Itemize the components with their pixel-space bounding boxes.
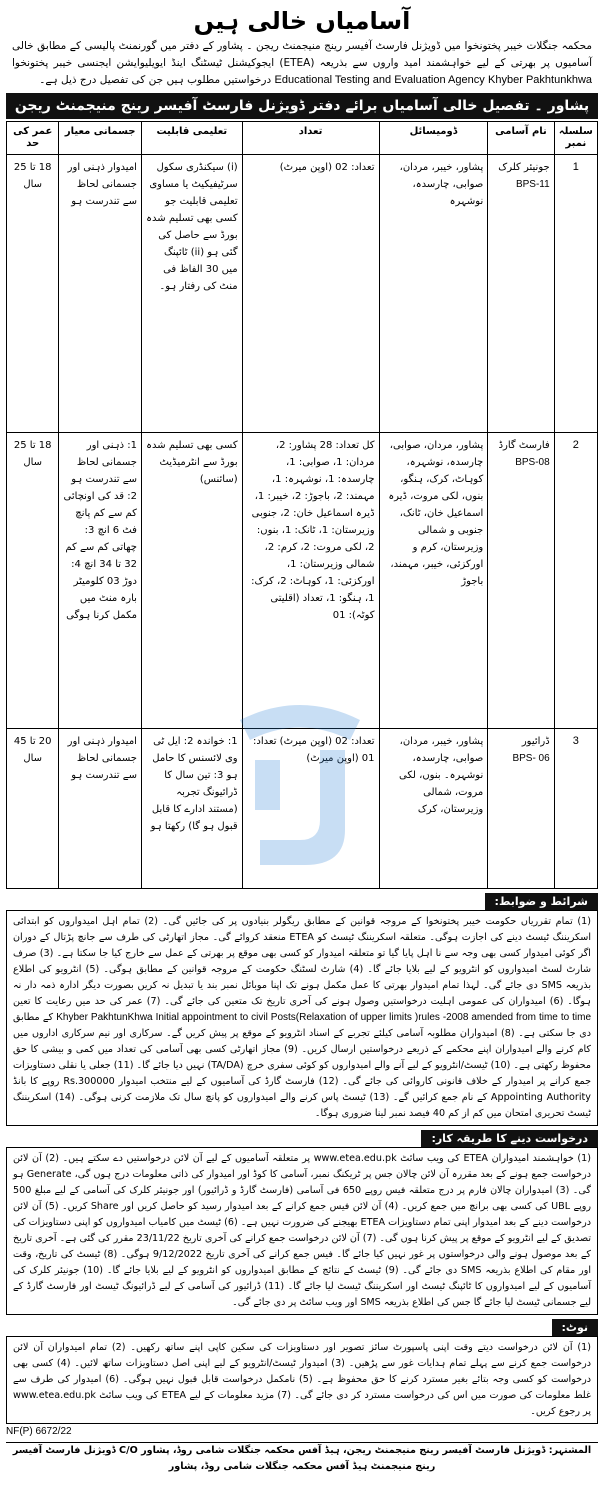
section-banner: پشاور ۔ تفصیل خالی آسامیاں برائے دفتر ڈویژنل فارسٹ آفیسر رینج منیجمنٹ ریجن (6, 93, 598, 119)
post-name: جونیئر کلرک (498, 162, 550, 173)
row-num: 1 (554, 155, 597, 433)
page-title: آسامیاں خالی ہیں (193, 7, 411, 35)
intro-paragraph (6, 38, 598, 89)
post-bps: BPS- 06 (512, 753, 550, 764)
row-count: کل تعداد: 28 پشاور: 2، مردان: 1، صوابی: 1، چارسدہ: 1، نوشہرہ: 1، مہمند: 2، باجوڑ: 2، خیبر: 1، ڈیرہ اسماعیل خان: 2، جنوبی وزیرستان: 1، ٹانک: 1، بنوں: 2، لکی مروت: 2، کرم: 2، شمالی وزیرستان: 1، اورکزئی: 1، کوہاٹ: 2، کرک: 1، ہنگو: 1، تعداد (اقلیتی کوٹہ): 01 (242, 433, 379, 729)
row-post (488, 729, 554, 889)
header-post: نام آسامی (488, 122, 554, 155)
row-physical: 1: ذہنی اور جسمانی لحاظ سے تندرست ہو 2: قد کی اونچائی کم سے کم پانچ فٹ 6 انچ 3: چھاتی کم سے کم 32 تا 34 انچ 4: دوڑ 03 کلومیٹر بارہ منٹ میں مکمل کرنا ہوگی (59, 433, 142, 729)
table-header-row (7, 122, 598, 155)
table-row (7, 155, 598, 433)
row-qualification: کسی بھی تسلیم شدہ بورڈ سے انٹرمیڈیٹ (سائنس) (141, 433, 242, 729)
header-qualification: تعلیمی قابلیت (141, 122, 242, 155)
row-qualification: (i) سیکنڈری سکول سرٹیفیکیٹ یا مساوی تعلیمی قابلیت جو کسی بھی تسلیم شدہ بورڈ سے حاصل کی گئی ہو (ii) ٹائپنگ میں 30 الفاظ فی منٹ کی رفتار ہو۔ (141, 155, 242, 433)
header-physical: جسمانی معیار (59, 122, 142, 155)
notes-body (6, 1336, 598, 1424)
row-domicile: پشاور، مردان، صوابی، چارسدہ، نوشہرہ، کوہاٹ، کرک، ہنگو، بنوں، لکی مروت، ڈیرہ اسماعیل خان، ٹانک، جنوبی و شمالی وزیرستان، کرم و اورکزئی، خیبر، مہمند، باجوڑ (379, 433, 488, 729)
row-age: 20 تا 45 سال (7, 729, 59, 889)
table-row (7, 729, 598, 889)
row-physical: امیدوار ذہنی اور جسمانی لحاظ سے تندرست ہو (59, 729, 142, 889)
row-num: 2 (554, 433, 597, 729)
post-bps: BPS-11 (515, 179, 550, 190)
header-domicile: ڈومیسائل (379, 122, 488, 155)
conditions-rules-name: Khyber PakhtunKhwa Initial appointment to civil Posts(Relaxation of upper limits )rules -2008 amended from time to time (56, 1012, 592, 1023)
row-count: تعداد: 02 (اوپن میرٹ) تعداد: 01 (اوپن میرٹ) (242, 729, 379, 889)
advertiser-line: المشتہر: ڈویژنل فارسٹ آفیسر رینج منیجمنٹ ریجن، ہیڈ آفس محکمہ جنگلات شامی روڈ، پشاور C/O ڈویژنل فارسٹ آفیسر رینج منیجمنٹ ہیڈ آفس محکمہ جنگلات شامی روڈ، پشاور (6, 1442, 598, 1475)
intro-text-2: درخواستیں مطلوب ہیں جن کی تفصیل درج ذیل ہے۔ (39, 74, 272, 86)
row-age: 18 تا 25 سال (7, 433, 59, 729)
procedure-text: (1) خواہشمند امیدواران ETEA کی ویب سائٹ www.etea.edu.pk پر متعلقہ آسامیوں کے لیے آن لائن درخواستیں دے سکتے ہیں۔ (2) آن لائن درخواست جمع ہونے کے بعد مقررہ آن لائن چالان جس پر ٹریکنگ نمبر، آسامی کا کوڈ اور امیدوار کی ذاتی معلومات درج ہوں گی، Generate ہو گی۔ (3) امیدواران چالان فارم پر درج متعلقہ فیس روپے 650 فی آسامی (فارسٹ گارڈ و ڈرائیور) اور جونیئر کلرک کی آسامی کے لیے مبلغ 500 روپے UBL کی کسی بھی برانچ میں جمع کریں۔ (4) آن لائن فیس جمع کرانے کے بعد امیدوار رسید کو حاصل کریں اور Share کریں۔ (5) آن لائن درخواست دینے کے بعد امیدوار اپنی تمام دستاویزات ETEA بھیجنے کی ضرورت نہیں ہے۔ (6) ٹیسٹ میں کامیاب امیدواروں کو اپنی دستاویزات کی تصدیق کے لیے انٹرویو کے موقع پر پیش کرنا ہوں گی۔ (7) آن لائن درخواست جمع کرانے کی آخری تاریخ 23/11/22 مقرر کی گئی ہے۔ آخری تاریخ کے بعد موصول ہونے والی درخواستوں پر غور نہیں کیا جائے گا۔ فیس جمع کرانے کی آخری تاریخ 9/12/2022 ہوگی۔ (8) ٹیسٹ کی تاریخ، وقت اور مقام کی اطلاع بذریعہ SMS دی جائے گی۔ (9) ٹیسٹ کے نتائج کے مطابق امیدواروں کو انٹرویو کے لیے بلایا جائے گا۔ (10) جونیئر کلرک کی آسامیوں کے لیے امیدواروں کا ٹائپنگ ٹیسٹ اور اسکریننگ ٹیسٹ لیا جائے گا۔ (11) ڈرائیور کی آسامی کے لیے ڈرائیونگ ٹیسٹ اور فارسٹ گارڈ کے لیے جسمانی ٹیسٹ لیا جائے گا جس کی اطلاع بذریعہ SMS اور ویب سائٹ پر دی جائے گی۔ (13, 1153, 592, 1308)
notes-heading: نوٹ: (552, 1319, 598, 1336)
header-age: عمر کی حد (7, 122, 59, 155)
row-post (488, 433, 554, 729)
header-count: تعداد (242, 122, 379, 155)
procedure-body (6, 1147, 598, 1315)
row-physical: امیدوار ذہنی اور جسمانی لحاظ سے تندرست ہو (59, 155, 142, 433)
row-age: 18 تا 25 سال (7, 155, 59, 433)
posts-table (6, 121, 598, 889)
row-count: تعداد: 02 (اوپن میرٹ) (242, 155, 379, 433)
procedure-heading: درخواست دینے کا طریقہ کار: (421, 1130, 598, 1147)
post-bps: BPS-08 (515, 457, 550, 468)
row-domicile: پشاور، خیبر، مردان، صوابی، چارسدہ، نوشہرہ (379, 155, 488, 433)
intro-kp-name: Khyber Pakhtunkhwa (488, 74, 592, 86)
header-num: سلسلہ نمبر (554, 122, 597, 155)
intro-text-1: محکمہ جنگلات خیبر پختونخوا میں ڈویژنل فارسٹ آفیسر رینج منیجمنٹ ریجن ۔ پشاور کے دفتر میں گورنمنٹ پالیسی کے مطابق خالی آسامیوں پر بھرتی کے لیے خواہشمند امید واروں سے بذریعہ (ETEA) ایجوکیشنل ٹیسٹنگ اینڈ ایویلیوایشن ایجنسی خیبر پختونخوا (12, 40, 592, 69)
conditions-text-2: کے مطابق دی جا سکتی ہے۔ (8) امیدواران مطلوبہ آسامی کیلئے تجربے کے اسناد انٹرویو کے موقع پر پیش کریں گے۔ سرکاری اور نیم سرکاری اداروں میں کام کرنے والے امیدواران اپنے محکمے کے ذریعے درخواستیں ارسال کریں۔ (9) مجاز اتھارٹی کسی بھی آسامی کی تعداد میں کمی و بیشی کا حق محفوظ رکھتی ہے۔ (10) ٹیسٹ/انٹرویو کے لیے آنے والے امیدواروں کو کوئی سفری خرچ (TA/DA) نہیں دیا جائے گا۔ (11) جعلی یا نقلی دستاویزات جمع کرانے پر امیدوار کے خلاف قانونی کاروائی کی جائے گی۔ (12) فارسٹ گارڈ کی آسامیوں کے لیے منتخب امیدوار Rs.300000 روپے کا بانڈ Appointing Authority کے نام جمع کرائیں گے۔ (13) ٹیسٹ پاس کرنے والے امیدواروں کو پانچ سال تک ملازمت کرنی ہوگی۔ (14) اسکریننگ ٹیسٹ تحریری امتحان میں کم از کم 40 فیصد نمبر لینا ضروری ہوگا۔ (13, 1012, 591, 1119)
notes-text: (1) آن لائن درخواست دیتے وقت اپنی پاسپورٹ سائز تصویر اور دستاویزات کی سکین کاپی اپنے ساتھ رکھیں۔ (2) تمام امیدواران آن لائن درخواست جمع کرنے سے پہلے تمام ہدایات غور سے پڑھیں۔ (3) امیدوار ٹیسٹ/انٹرویو کے لیے اپنی اصل دستاویزات ساتھ لائیں۔ (4) کسی بھی درخواست کو کسی وجہ بتائے بغیر مسترد کرنے کا حق محفوظ ہے۔ (5) نامکمل درخواست قابل قبول نہیں ہوگی۔ (6) امیدوار کی طرف سے غلط معلومات کی صورت میں اس کی درخواست مسترد کر دی جائے گی۔ (7) مزید معلومات کے لیے ETEA کی ویب سائٹ www.etea.edu.pk پر رجوع کریں۔ (13, 1342, 591, 1417)
row-qualification: 1: خواندہ 2: ایل ٹی وی لائسنس کا حامل ہو 3: تین سال کا ڈرائیونگ تجربہ (مستند ادارے کا قابل قبول ہو گا) رکھتا ہو (141, 729, 242, 889)
ad-reference: NF(P) 6672/22 (6, 1426, 72, 1437)
post-name: ڈرائیور (521, 736, 550, 747)
intro-etea-name: Educational Testing and Evaluation Agency (274, 74, 485, 86)
row-num: 3 (554, 729, 597, 889)
row-post (488, 155, 554, 433)
conditions-body (6, 910, 598, 1126)
table-row (7, 433, 598, 729)
conditions-heading: شرائط و ضوابط: (485, 893, 598, 910)
row-domicile: پشاور، خیبر، مردان، صوابی، چارسدہ، نوشہرہ۔ بنوں، لکی مروت، شمالی وزیرستان، کرک (379, 729, 488, 889)
conditions-text: (1) تمام تقرریاں حکومت خیبر پختونخوا کے مروجہ قوانین کے مطابق ریگولر بنیادوں پر کی جائیں گی۔ (2) تمام اہل امیدواروں کو ابتدائی اسکریننگ ٹیسٹ دینے کی اجازت ہوگی۔ متعلقہ اسکریننگ ٹیسٹ کو ETEA منعقد کروائے گی۔ مجاز اتھارٹی کی طرف سے جانچ پڑتال کے دوران اگر کوئی امیدوار کسی بھی وجہ سے نا اہل پایا گیا تو متعلقہ امیدوار کو کسی بھی موقع پر بھرتی کے عمل سے خارج کیا جا سکتا ہے۔ (3) صرف شارٹ لسٹ امیدواروں کو انٹرویو کے لیے بلایا جائے گا۔ (4) شارٹ لسٹنگ حکومت کے مروجہ قوانین کے مطابق ہوگی۔ (5) انٹرویو کی اطلاع بذریعہ SMS دی جائے گی۔ لہذا تمام امیدوار بھرتی کا عمل مکمل ہونے تک اپنا موبائل نمبر بند یا تبدیل نہ کریں بصورت دیگر ادارہ ذمہ دار نہ ہوگا۔ (6) امیدواران کی عمومی اہلیت درخواستیں وصول ہونے کی آخری تاریخ تک متعین کی جائے گی۔ (7) عمر کی حد میں رعایت کا تعین (13, 916, 591, 1007)
post-name: فارسٹ گارڈ (498, 440, 550, 451)
